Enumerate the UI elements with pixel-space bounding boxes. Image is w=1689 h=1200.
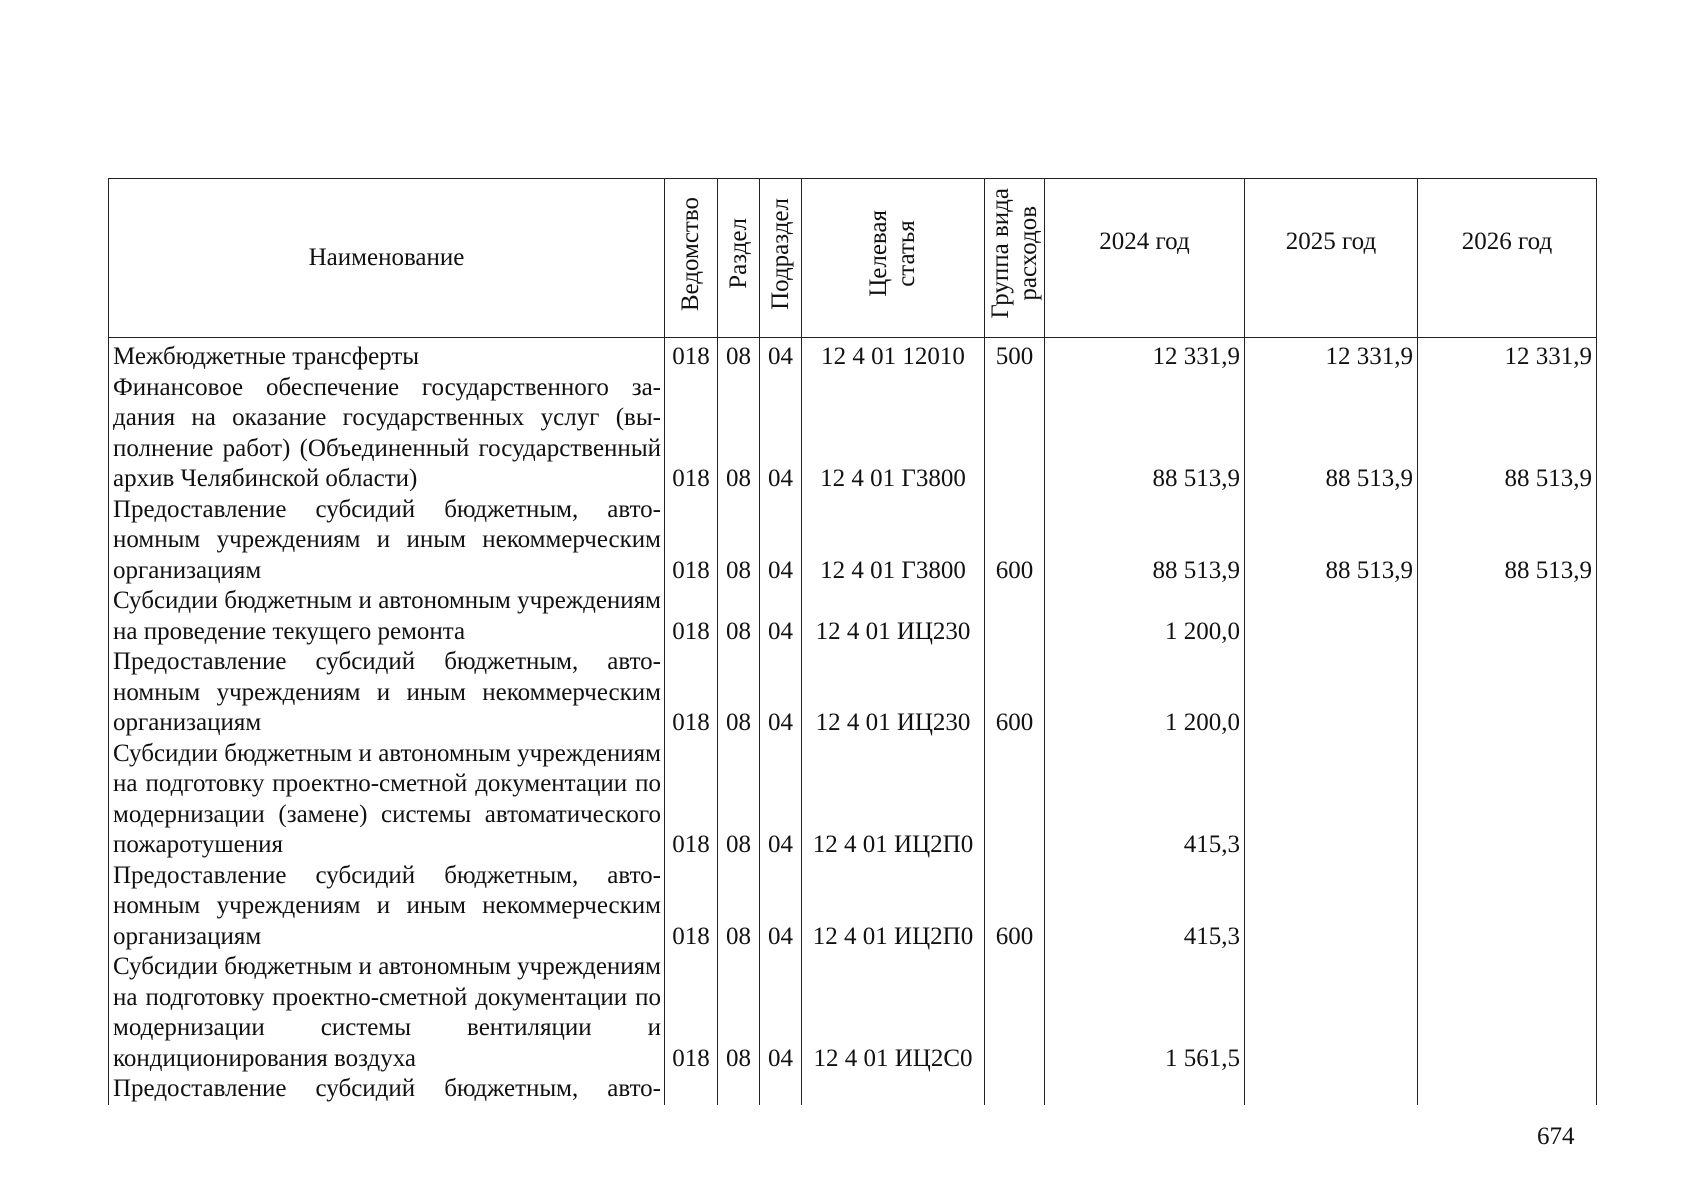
header-celevaya: Целевая статья <box>802 179 985 338</box>
cell-podrazdel: 04 <box>760 495 802 587</box>
cell-name: Финансовое обеспечение государственного задания на оказание государственных услуг (выполнение работ) (Объединенный государственный архив Челябинской области) <box>109 373 665 495</box>
cell-y2025: 88 513,9 <box>1245 373 1418 495</box>
cell-gruppa: 600 <box>985 495 1045 587</box>
cell-y2026: 88 513,9 <box>1418 495 1597 587</box>
cell-y2024: 1 200,0 <box>1045 586 1245 647</box>
cell-name: Субсидии бюджетным и автономным учреждениям на проведение текущего ремонта <box>109 586 665 647</box>
table-row <box>109 1074 1597 1105</box>
cell-ved: 018 <box>665 861 718 953</box>
table-row <box>109 495 1597 587</box>
header-name: Наименование <box>109 179 665 338</box>
cell-y2024: 88 513,9 <box>1045 495 1245 587</box>
cell-y2026 <box>1418 739 1597 861</box>
cell-y2024: 415,3 <box>1045 739 1245 861</box>
cell-celevaya: 12 4 01 ИЦ2П0 <box>802 861 985 953</box>
header-ved: Ведомство <box>665 179 718 338</box>
cell-name: Межбюджетные трансферты <box>109 338 665 373</box>
cell-gruppa <box>985 952 1045 1074</box>
cell-y2025 <box>1245 586 1418 647</box>
cell-y2026 <box>1418 861 1597 953</box>
cell-y2024: 1 561,5 <box>1045 952 1245 1074</box>
cell-y2025 <box>1245 861 1418 953</box>
cell-razdel: 08 <box>718 338 760 373</box>
cell-razdel <box>718 1074 760 1105</box>
cell-y2026 <box>1418 952 1597 1074</box>
cell-y2025: 88 513,9 <box>1245 495 1418 587</box>
cell-name: Субсидии бюджетным и автономным учреждениям на подготовку проектно-сметной документации по модернизации (замене) системы автоматического пожаротушения <box>109 739 665 861</box>
budget-table <box>108 178 1597 1105</box>
cell-podrazdel: 04 <box>760 647 802 739</box>
cell-y2024: 88 513,9 <box>1045 373 1245 495</box>
cell-y2026: 12 331,9 <box>1418 338 1597 373</box>
cell-name: Предоставление субсидий бюджетным, автономным учреждениям и иным некоммерческим организациям <box>109 647 665 739</box>
cell-celevaya: 12 4 01 ИЦ2С0 <box>802 952 985 1074</box>
cell-celevaya: 12 4 01 Г3800 <box>802 373 985 495</box>
cell-gruppa <box>985 373 1045 495</box>
cell-name: Предоставление субсидий бюджетным, автономным учреждениям и иным некоммерческим организациям <box>109 495 665 587</box>
table-row <box>109 861 1597 953</box>
cell-ved: 018 <box>665 739 718 861</box>
cell-y2026: 88 513,9 <box>1418 373 1597 495</box>
table-row <box>109 373 1597 495</box>
cell-ved: 018 <box>665 647 718 739</box>
cell-ved <box>665 1074 718 1105</box>
cell-razdel: 08 <box>718 647 760 739</box>
cell-name: Предоставление субсидий бюджетным, автономным учреждениям и иным некоммерческим организациям <box>109 861 665 953</box>
table-row <box>109 952 1597 1074</box>
cell-razdel: 08 <box>718 586 760 647</box>
cell-celevaya: 12 4 01 ИЦ2П0 <box>802 739 985 861</box>
cell-ved: 018 <box>665 338 718 373</box>
cell-gruppa <box>985 739 1045 861</box>
cell-gruppa: 600 <box>985 861 1045 953</box>
cell-podrazdel: 04 <box>760 861 802 953</box>
cell-name: Субсидии бюджетным и автономным учреждениям на подготовку проектно-сметной документации по модернизации системы вентиляции и кондиционирования воздуха <box>109 952 665 1074</box>
cell-celevaya: 12 4 01 ИЦ230 <box>802 586 985 647</box>
cell-y2024: 415,3 <box>1045 861 1245 953</box>
cell-y2025: 12 331,9 <box>1245 338 1418 373</box>
table-row <box>109 739 1597 861</box>
cell-ved: 018 <box>665 373 718 495</box>
table-row <box>109 647 1597 739</box>
header-2026: 2026 год <box>1418 179 1597 338</box>
cell-razdel: 08 <box>718 739 760 861</box>
header-razdel: Раздел <box>718 179 760 338</box>
cell-gruppa <box>985 1074 1045 1105</box>
cell-razdel: 08 <box>718 952 760 1074</box>
cell-ved: 018 <box>665 952 718 1074</box>
cell-y2025 <box>1245 1074 1418 1105</box>
cell-podrazdel: 04 <box>760 373 802 495</box>
table-header <box>109 179 1597 338</box>
cell-gruppa: 600 <box>985 647 1045 739</box>
cell-y2025 <box>1245 739 1418 861</box>
cell-razdel: 08 <box>718 373 760 495</box>
page-number: 674 <box>1537 1123 1575 1150</box>
cell-celevaya: 12 4 01 ИЦ230 <box>802 647 985 739</box>
cell-podrazdel: 04 <box>760 338 802 373</box>
cell-celevaya <box>802 1074 985 1105</box>
cell-y2026 <box>1418 586 1597 647</box>
cell-y2026 <box>1418 647 1597 739</box>
cell-y2025 <box>1245 952 1418 1074</box>
cell-y2025 <box>1245 647 1418 739</box>
cell-ved: 018 <box>665 495 718 587</box>
cell-podrazdel: 04 <box>760 586 802 647</box>
cell-name: Предоставление субсидий бюджетным, авто- <box>109 1074 665 1105</box>
header-gruppa: Группа вида расходов <box>985 179 1045 338</box>
cell-y2026 <box>1418 1074 1597 1105</box>
cell-ved: 018 <box>665 586 718 647</box>
cell-y2024 <box>1045 1074 1245 1105</box>
table-body <box>109 338 1597 1105</box>
cell-y2024: 12 331,9 <box>1045 338 1245 373</box>
header-podrazdel: Подраздел <box>760 179 802 338</box>
cell-razdel: 08 <box>718 861 760 953</box>
header-2024: 2024 год <box>1045 179 1245 338</box>
cell-podrazdel <box>760 1074 802 1105</box>
table-row <box>109 586 1597 647</box>
cell-celevaya: 12 4 01 12010 <box>802 338 985 373</box>
cell-gruppa <box>985 586 1045 647</box>
cell-razdel: 08 <box>718 495 760 587</box>
cell-podrazdel: 04 <box>760 739 802 861</box>
cell-gruppa: 500 <box>985 338 1045 373</box>
header-2025: 2025 год <box>1245 179 1418 338</box>
cell-podrazdel: 04 <box>760 952 802 1074</box>
cell-y2024: 1 200,0 <box>1045 647 1245 739</box>
cell-celevaya: 12 4 01 Г3800 <box>802 495 985 587</box>
table-row <box>109 338 1597 373</box>
